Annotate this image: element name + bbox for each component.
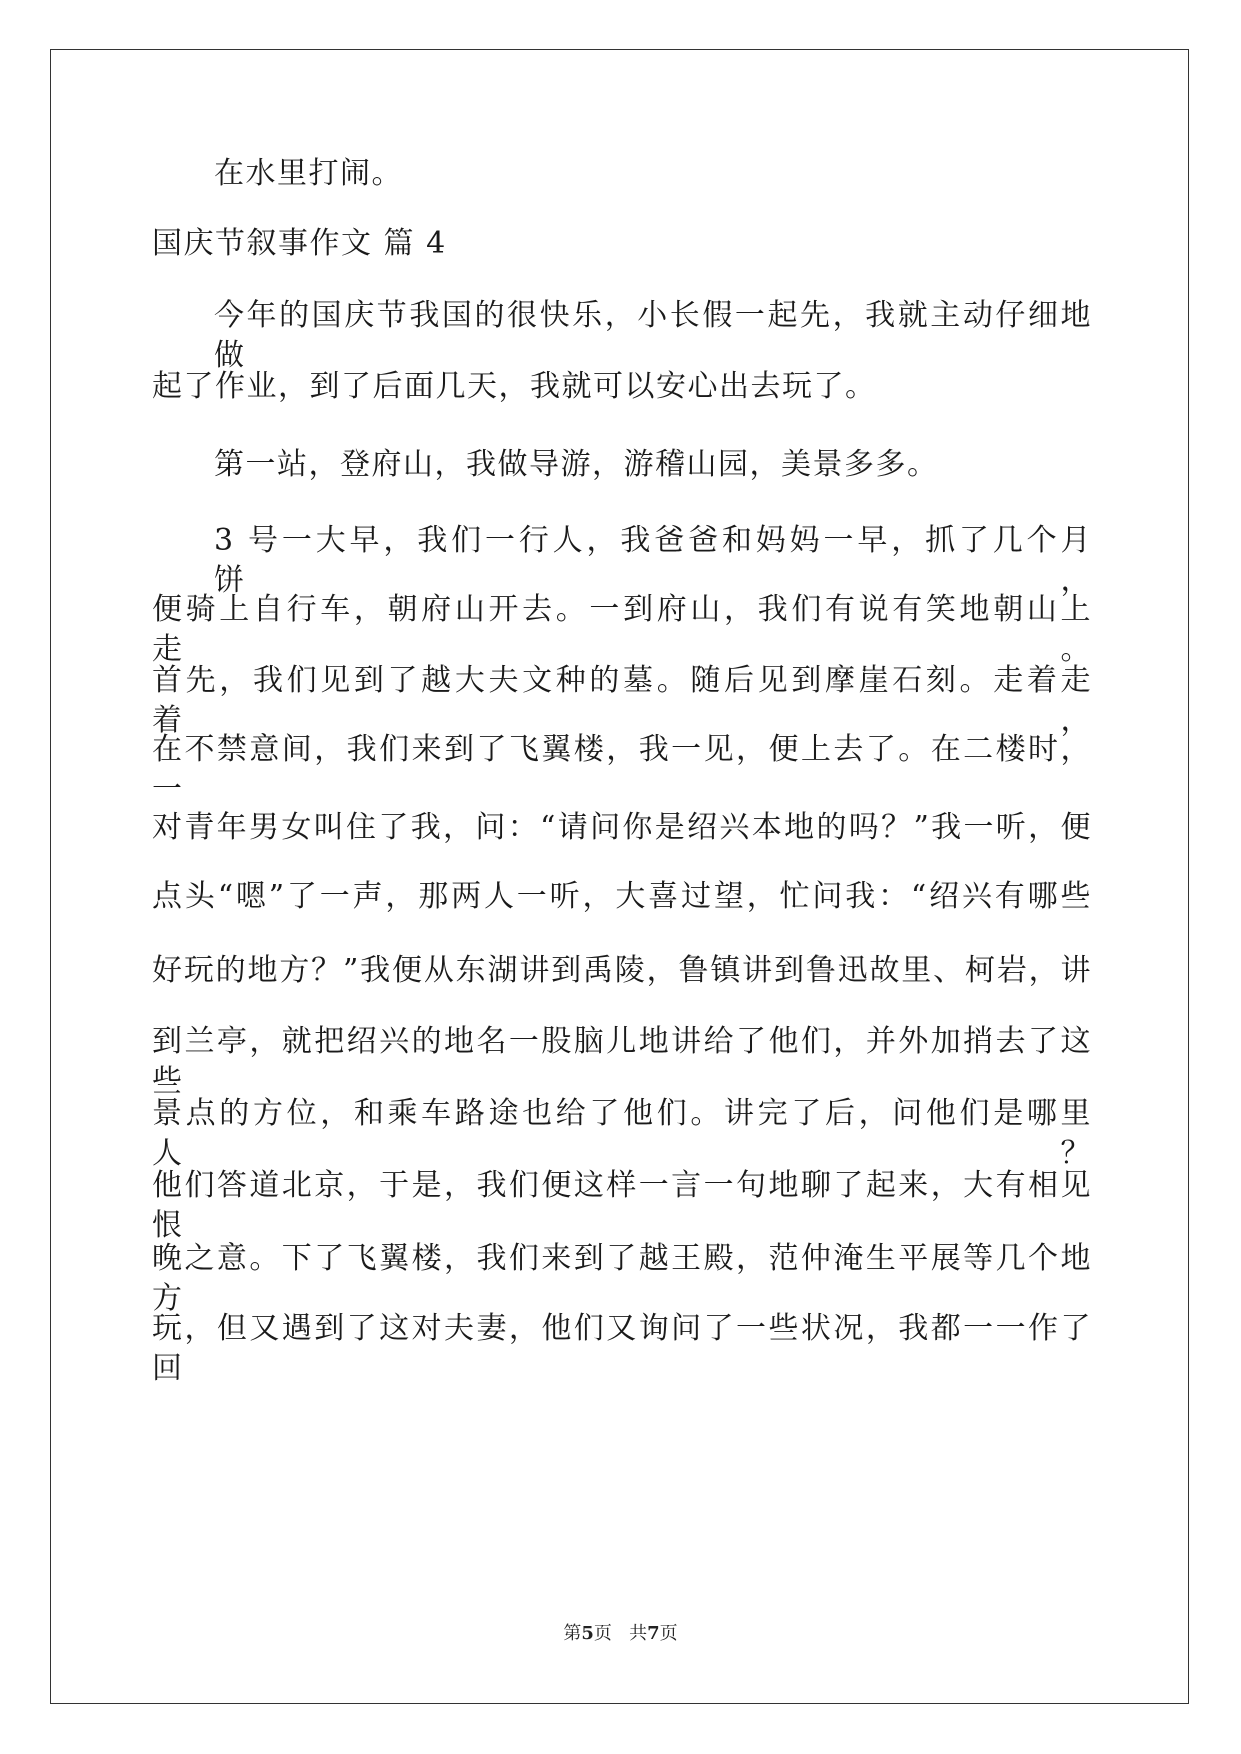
paragraph-line: 点头“嗯”了一声，那两人一听，大喜过望，忙问我：“绍兴有哪些	[152, 879, 1092, 914]
paragraph-line: 到兰亭，就把绍兴的地名一股脑儿地讲给了他们，并外加捎去了这些	[152, 1024, 1092, 1099]
paragraph-line: 景点的方位，和乘车路途也给了他们。讲完了后，问他们是哪里人？	[152, 1096, 1092, 1171]
paragraph-line: 晚之意。下了飞翼楼，我们来到了越王殿，范仲淹生平展等几个地方	[152, 1241, 1092, 1316]
paragraph-line: 玩，但又遇到了这对夫妻，他们又询问了一些状况，我都一一作了回	[152, 1311, 1092, 1386]
paragraph-line: 在不禁意间，我们来到了飞翼楼，我一见，便上去了。在二楼时，一	[152, 732, 1092, 807]
section-heading: 国庆节叙事作文 篇 4	[152, 226, 447, 261]
footer-total-prefix: 共	[629, 1623, 648, 1644]
paragraph-line: 今年的国庆节我国的很快乐，小长假一起先，我就主动仔细地做	[214, 298, 1092, 373]
footer-prefix: 第	[563, 1623, 582, 1644]
footer-total-pages: 7	[647, 1623, 660, 1644]
footer-page-suffix: 页	[593, 1623, 612, 1644]
paragraph-line: 在水里打闹。	[214, 156, 403, 191]
paragraph-line: 第一站，登府山，我做导游，游稽山园，美景多多。	[214, 447, 939, 482]
footer-page-number: 5	[581, 1623, 594, 1644]
paragraph-line: 便骑上自行车，朝府山开去。一到府山，我们有说有笑地朝山上走。	[152, 592, 1092, 667]
paragraph-line: 起了作业，到了后面几天，我就可以安心出去玩了。	[152, 369, 877, 404]
paragraph-line: 3 号一大早，我们一行人，我爸爸和妈妈一早，抓了几个月饼，	[214, 523, 1092, 598]
paragraph-line: 首先，我们见到了越大夫文种的墓。随后见到摩崖石刻。走着走着，	[152, 663, 1092, 738]
footer-total-suffix: 页	[659, 1623, 678, 1644]
paragraph-line: 好玩的地方？”我便从东湖讲到禹陵，鲁镇讲到鲁迅故里、柯岩，讲	[152, 953, 1092, 988]
paragraph-line: 对青年男女叫住了我，问：“请问你是绍兴本地的吗？”我一听，便	[152, 810, 1092, 845]
paragraph-line: 他们答道北京，于是，我们便这样一言一句地聊了起来，大有相见恨	[152, 1168, 1092, 1243]
page-footer	[0, 1622, 1241, 1646]
